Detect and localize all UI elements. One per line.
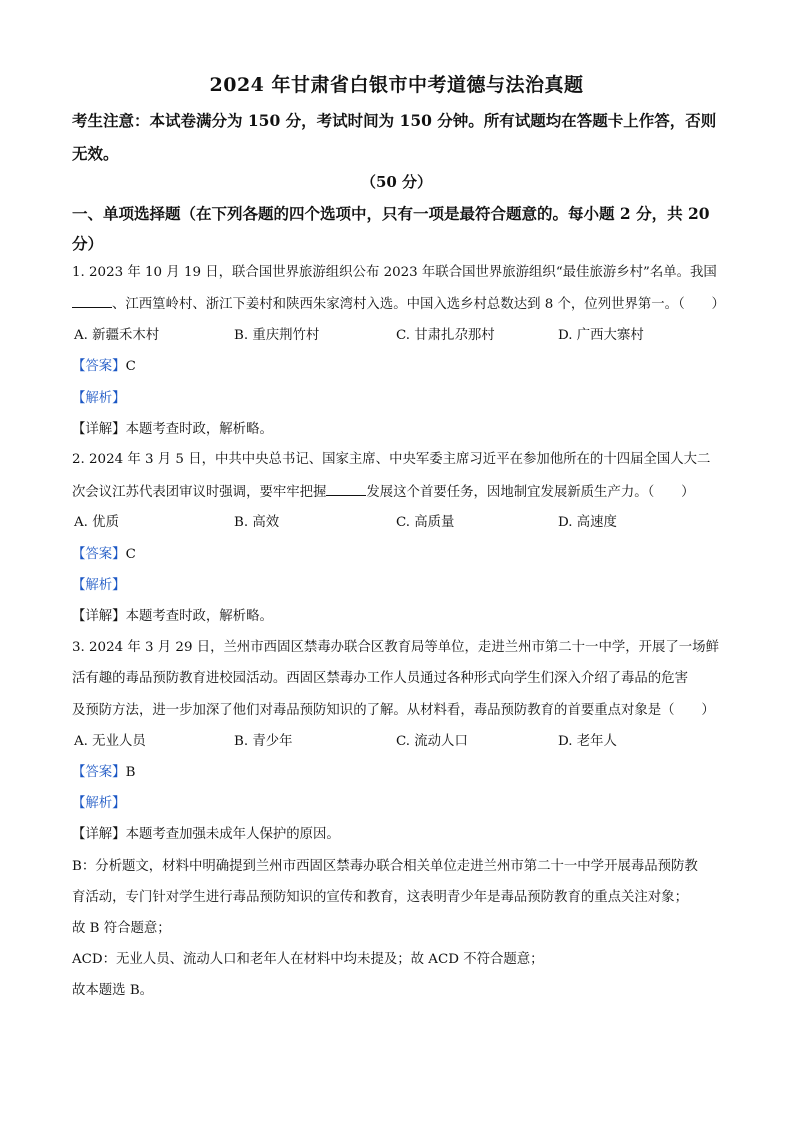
q1-detail-text: 本题考查时政，解析略。 <box>125 422 273 437</box>
answer-label: 【答案】 <box>72 359 126 374</box>
q3-detail <box>72 826 722 844</box>
analysis-label: 【解析】 <box>72 796 126 811</box>
q1-blank <box>72 295 112 308</box>
q2-option-a: A. 优质 <box>74 515 119 530</box>
q1-stem-line1: 1. 2023 年 10 月 19 日，联合国世界旅游组织公布 2023 年联合国世界旅游组织“最佳旅游乡村”名单。我国 <box>72 265 717 280</box>
section-score: （50 分） <box>360 173 433 191</box>
q1-answer-value: C <box>125 359 136 374</box>
q1-option-b: B. 重庆荆竹村 <box>234 328 320 343</box>
q3-stem-line1: 3. 2024 年 3 月 29 日，兰州市西固区禁毒办联合区教育局等单位，走进兰州市第二十一中学，开展了一场鲜 <box>72 640 719 655</box>
q3-analysis <box>72 795 722 813</box>
q2-detail <box>72 608 722 626</box>
detail-label: 【详解】 <box>72 422 126 437</box>
answer-label: 【答案】 <box>72 765 126 780</box>
q2-stem-line2 <box>72 483 722 502</box>
q2-blank <box>326 483 366 496</box>
q3-explanation-line5: 故本题选 B。 <box>72 983 154 998</box>
q1-answer <box>72 358 722 376</box>
q2-answer-value: C <box>125 547 136 562</box>
q3-option-d: D. 老年人 <box>558 734 617 749</box>
q1-option-c: C. 甘肃扎尕那村 <box>396 328 495 343</box>
section-heading: 一、单项选择题（在下列各题的四个选项中，只有一项是最符合题意的。每小题 2 分，共 20 分） <box>72 204 710 253</box>
detail-label: 【详解】 <box>72 827 126 842</box>
page-title: 2024 年甘肃省白银市中考道德与法治真题 <box>209 74 584 96</box>
q2-stem-line1: 2. 2024 年 3 月 5 日，中共中央总书记、国家主席、中央军委主席习近平在参加他所在的十四届全国人大二 <box>72 452 711 467</box>
q2-analysis <box>72 577 722 595</box>
analysis-label: 【解析】 <box>72 391 126 406</box>
q2-detail-text: 本题考查时政，解析略。 <box>125 609 273 624</box>
q2-stem-text-a: 次会议江苏代表团审议时强调，要牢牢把握 <box>72 485 327 500</box>
q2-option-b: B. 高效 <box>234 515 280 530</box>
q2-stem-text-b: 发展这个首要任务，因地制宜发展新质生产力。（ ） <box>366 485 695 500</box>
q2-answer <box>72 546 722 564</box>
q2-option-d: D. 高速度 <box>558 515 617 530</box>
q1-analysis <box>72 390 722 408</box>
q2-option-c: C. 高质量 <box>396 515 455 530</box>
q1-stem-line2 <box>72 295 725 314</box>
q3-option-a: A. 无业人员 <box>74 734 146 749</box>
q3-answer <box>72 764 722 782</box>
analysis-label: 【解析】 <box>72 578 126 593</box>
answer-label: 【答案】 <box>72 547 126 562</box>
q1-stem-text: 、江西篁岭村、浙江下姜村和陕西朱家湾村入选。中国入选乡村总数达到 8 个，位列世界第一。（ ） <box>112 297 725 312</box>
detail-label: 【详解】 <box>72 609 126 624</box>
exam-notice: 考生注意：本试卷满分为 150 分，考试时间为 150 分钟。所有试题均在答题卡上作答，否则无效。 <box>72 111 717 163</box>
q3-option-c: C. 流动人口 <box>396 734 468 749</box>
q3-explanation-line3: 故 B 符合题意； <box>72 921 171 936</box>
q1-option-d: D. 广西大寨村 <box>558 328 644 343</box>
q3-explanation-line4: ACD：无业人员、流动人口和老年人在材料中均未提及；故 ACD 不符合题意； <box>72 952 544 967</box>
q1-option-a: A. 新疆禾木村 <box>74 328 160 343</box>
q3-option-b: B. 青少年 <box>234 734 293 749</box>
q3-explanation-line2: 育活动，专门针对学生进行毒品预防知识的宣传和教育，这表明青少年是毒品预防教育的重点关注对象； <box>72 890 688 905</box>
q3-stem-line3: 及预防方法，进一步加深了他们对毒品预防知识的了解。从材料看，毒品预防教育的首要重点对象是（ ） <box>72 703 715 718</box>
q1-detail <box>72 421 722 439</box>
q3-detail-text: 本题考查加强未成年人保护的原因。 <box>125 827 340 842</box>
q3-explanation-line1: B：分析题文，材料中明确提到兰州市西固区禁毒办联合相关单位走进兰州市第二十一中学开展毒品预防教 <box>72 859 698 874</box>
q3-stem-line2: 活有趣的毒品预防教育进校园活动。西固区禁毒办工作人员通过各种形式向学生们深入介绍了毒品的危害 <box>72 671 688 686</box>
q3-answer-value: B <box>125 765 136 780</box>
